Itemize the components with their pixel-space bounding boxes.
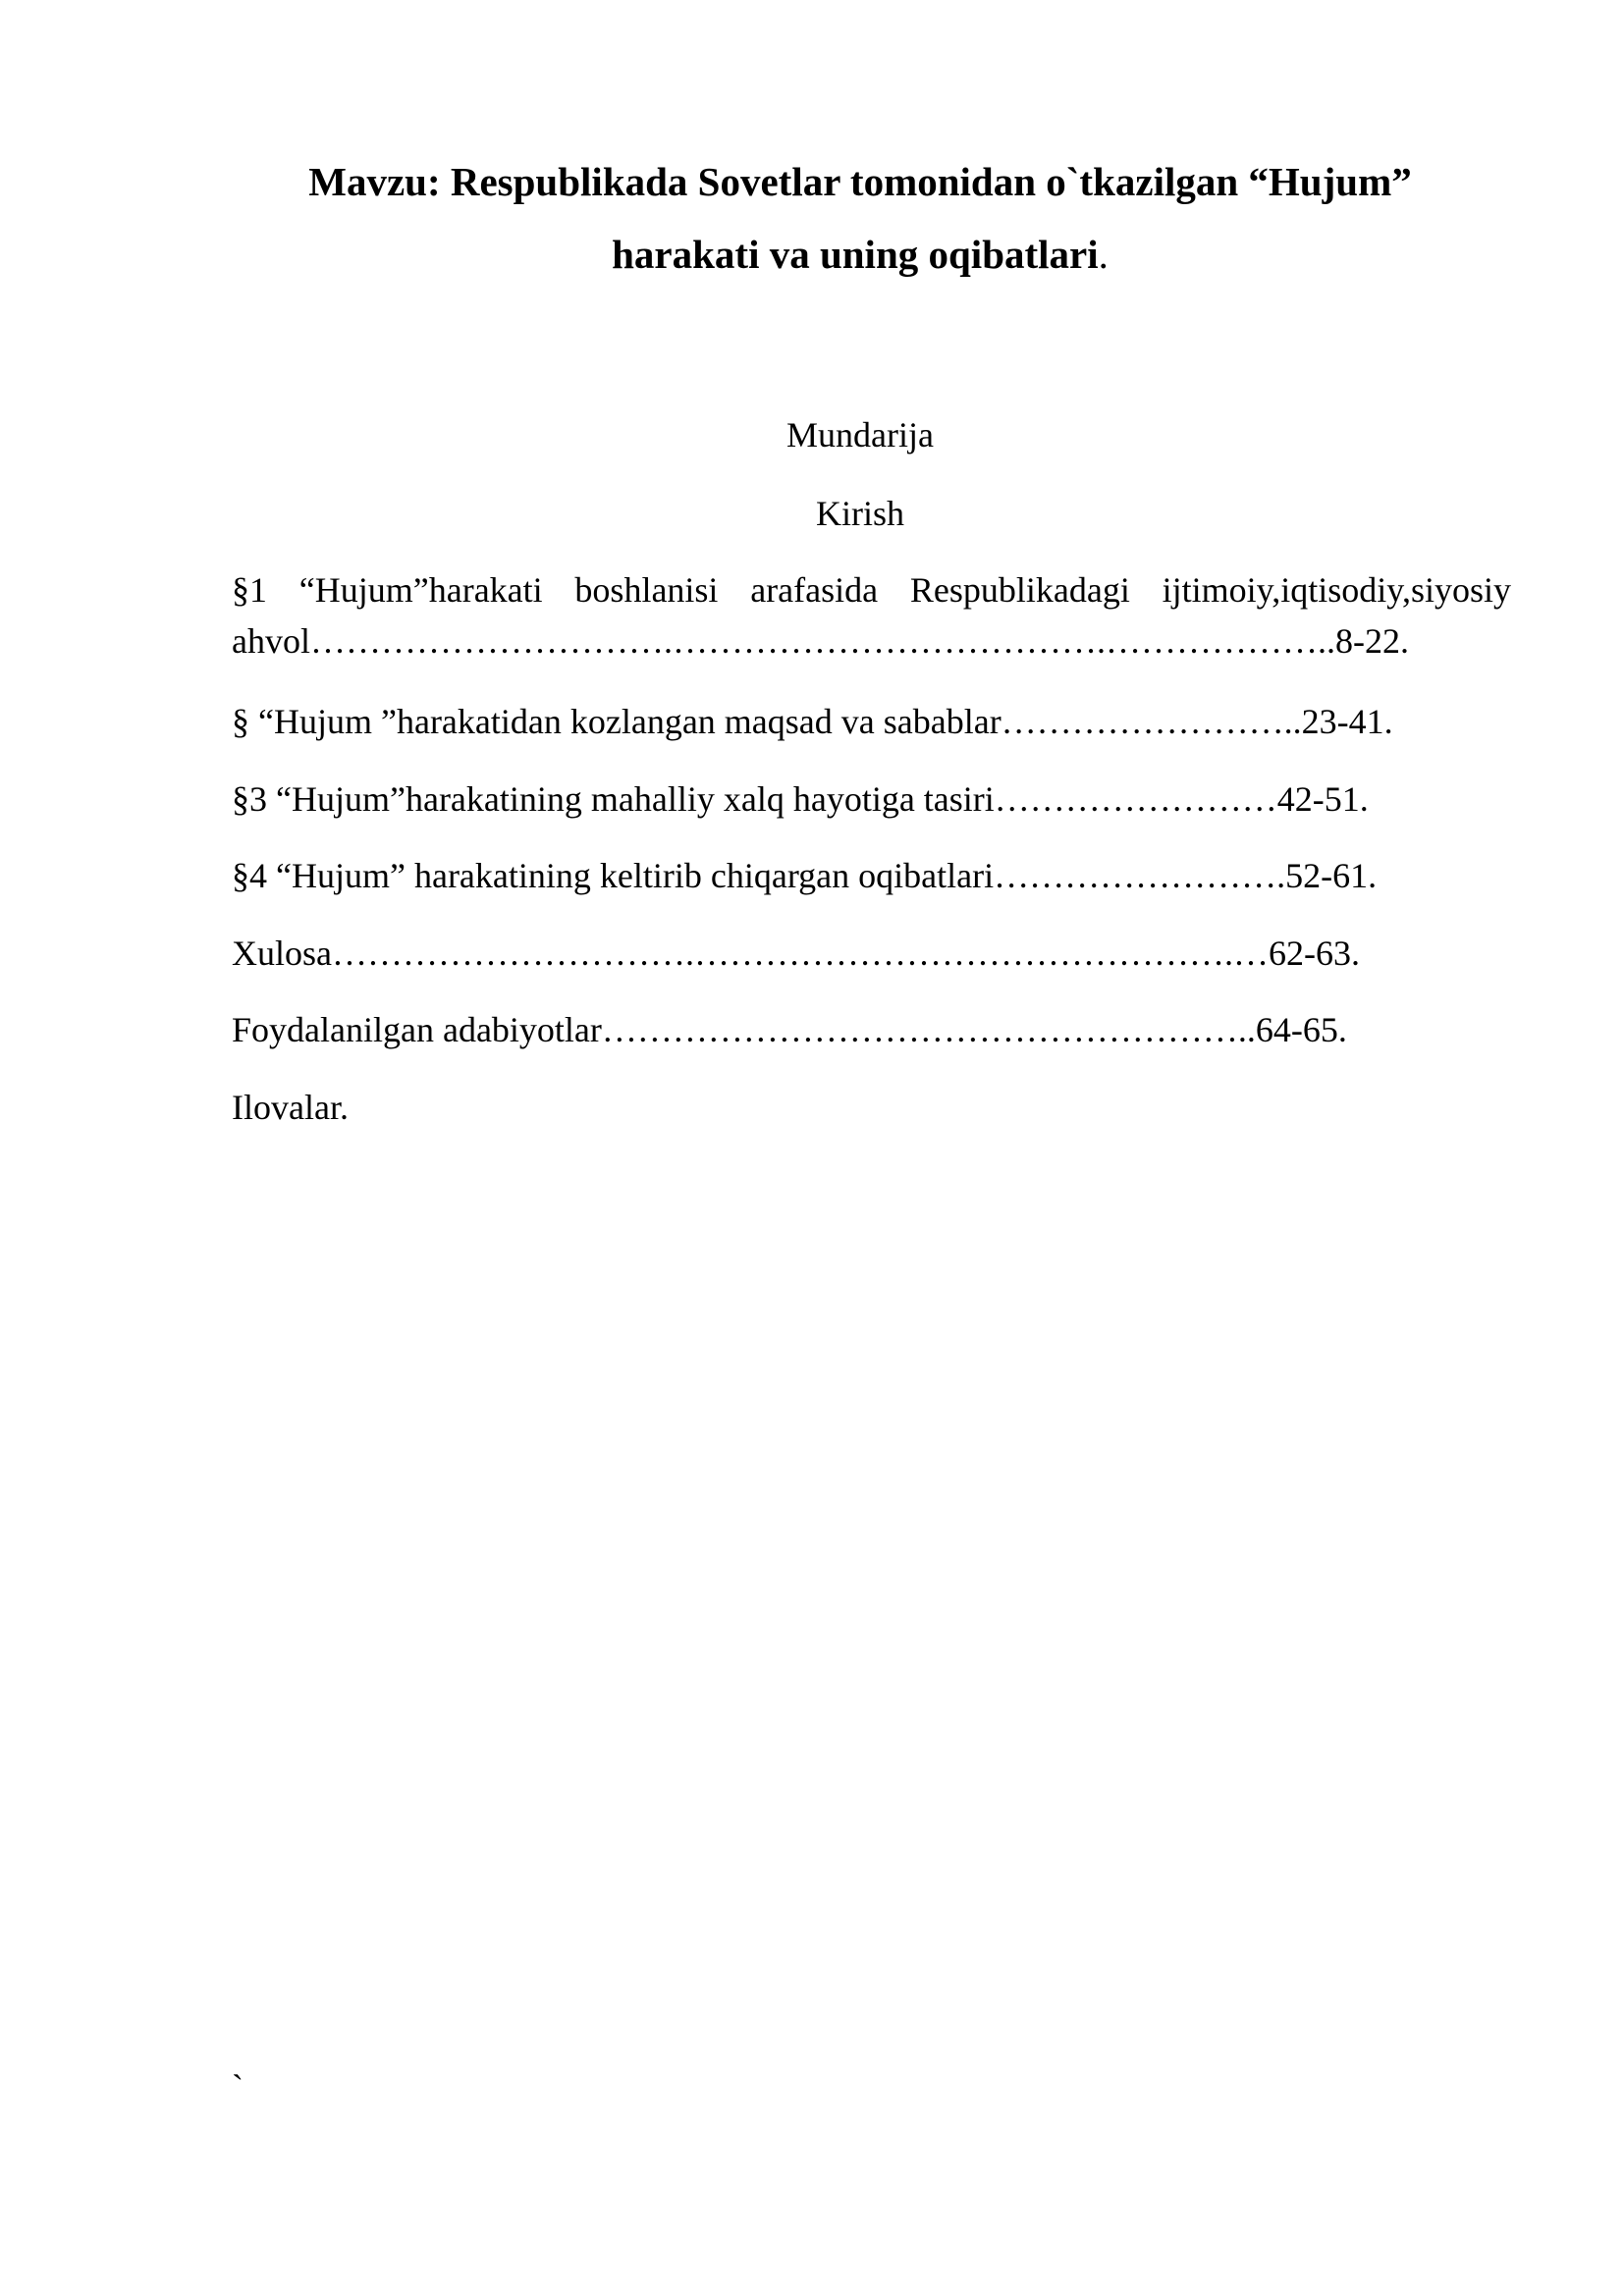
toc-entry-1-line-1: §1 “Hujum”harakati boshlanisi arafasida Respublikadagi ijtimoiy,iqtisodiy,siyosiy [232, 570, 1511, 610]
toc-entry-1-line-2: ahvol………………………….……………………………….………………..8-22. [232, 621, 1409, 661]
toc-entry-2: § “Hujum ”harakatidan kozlangan maqsad va sabablar……………………..23-41. [232, 702, 1393, 741]
document-title-line-2 [232, 232, 1489, 277]
document-title-period: . [1098, 232, 1109, 277]
toc-entry-conclusion: Xulosa………………………….……………………………………….…62-63. [232, 934, 1360, 973]
document-title-text: harakati va uning oqibatlari [612, 232, 1099, 277]
toc-entry-appendices: Ilovalar. [232, 1088, 349, 1127]
toc-entry-4: §4 “Hujum” harakatining keltirib chiqargan oqibatlari…………………….52-61. [232, 856, 1378, 895]
toc-entry-references: Foydalanilgan adabiyotlar………………………………………………..64-65. [232, 1010, 1347, 1049]
stray-mark: ` [232, 2067, 244, 2107]
document-title-line-1: Mavzu: Respublikada Sovetlar tomonidan o`tkazilgan “Hujum” [308, 159, 1412, 204]
toc-entry-3: §3 “Hujum”harakatining mahalliy xalq hayotiga tasiri……………………42-51. [232, 779, 1369, 819]
toc-heading: Mundarija [786, 415, 934, 454]
toc-intro: Kirish [816, 494, 904, 533]
